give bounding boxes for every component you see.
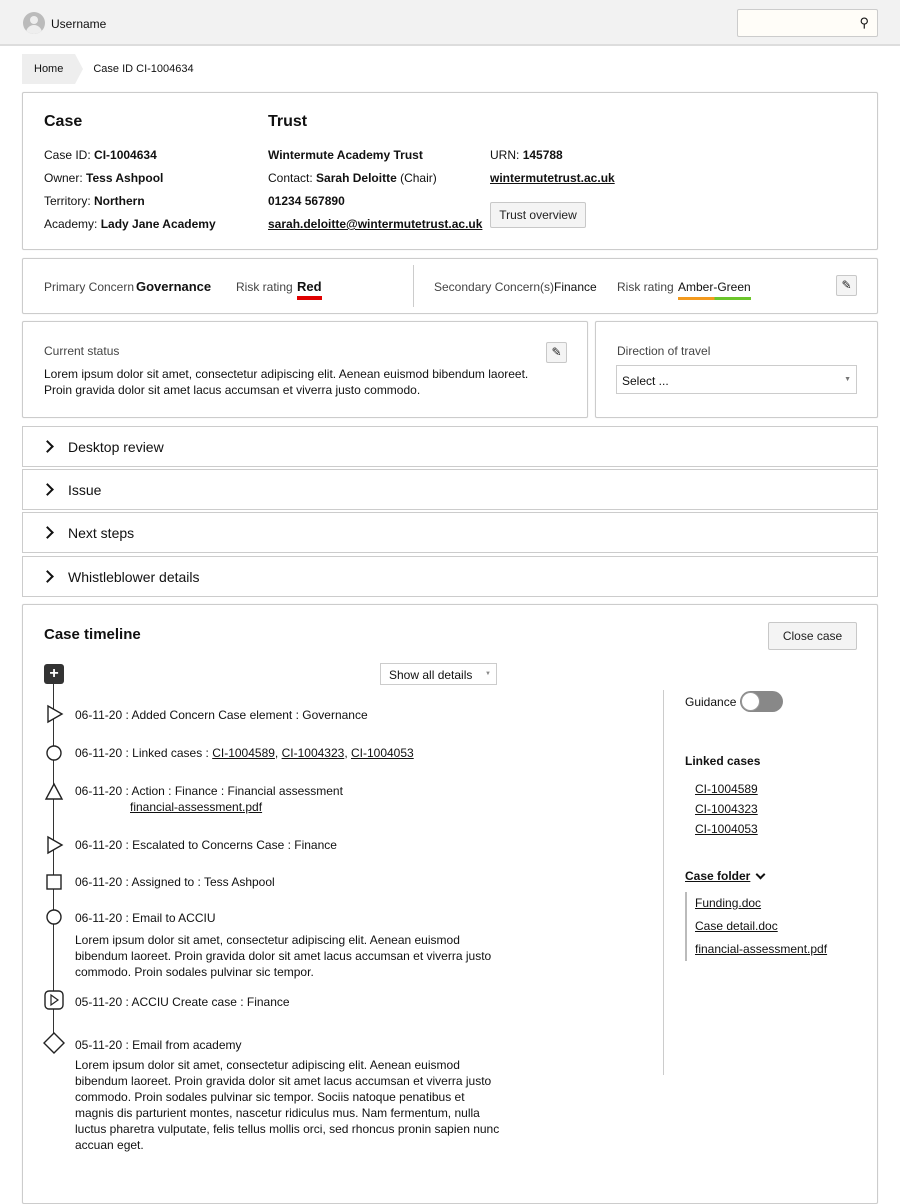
pencil-icon: ✎ [551, 345, 562, 359]
email-link[interactable]: sarah.deloitte@wintermutetrust.ac.uk [268, 217, 483, 231]
circle-icon [47, 910, 61, 924]
timeline-item-body: Lorem ipsum dolor sit amet, consectetur adipiscing elit. Aenean euismod bibendum laoreet. Proin gravida dolor sit amet lacus accumsan et viverra justo commodo. Proin sodales pulvinar sic tempor. [75, 933, 492, 979]
add-timeline-button[interactable]: + [44, 664, 64, 684]
direction-label: Direction of travel [617, 344, 711, 358]
label: URN: [490, 148, 520, 162]
trust-heading: Trust [268, 113, 308, 130]
close-case-button[interactable]: Close case [768, 622, 857, 650]
label: Contact: [268, 171, 313, 185]
primary-risk: Red [297, 279, 322, 300]
triangle-right-icon [48, 837, 62, 853]
chevron-down-icon [756, 869, 766, 879]
current-status-card [22, 321, 588, 418]
timeline-item: 06-11-20 : Assigned to : Tess Ashpool [75, 875, 275, 889]
guidance-label: Guidance [685, 695, 737, 709]
file-link[interactable]: Case detail.doc [695, 919, 778, 933]
academy: Lady Jane Academy [100, 217, 216, 231]
chevron-right-icon [41, 570, 54, 583]
case-folder-toggle[interactable]: Case folder [685, 869, 764, 883]
divider [413, 265, 414, 307]
filter-select[interactable]: Show all details ▼ [380, 663, 497, 685]
search-input[interactable] [737, 9, 878, 37]
owner: Tess Ashpool [86, 171, 164, 185]
website-link[interactable]: wintermutetrust.ac.uk [490, 171, 615, 185]
accordion-desktop-review[interactable]: Desktop review [22, 426, 878, 467]
timeline-heading: Case timeline [44, 626, 141, 643]
linked-case-link[interactable]: CI-1004589 [212, 746, 275, 760]
timeline-markers [42, 700, 66, 1060]
concerns-bar [22, 258, 878, 314]
sidebar-divider [663, 690, 664, 1075]
direction-card [595, 321, 878, 418]
guidance-toggle[interactable] [740, 691, 783, 712]
linked-case-link[interactable]: CI-1004323 [695, 802, 758, 816]
case-summary-card [22, 92, 878, 250]
case-heading: Case [44, 113, 83, 130]
edit-status-button[interactable] [546, 342, 567, 363]
label: Territory: [44, 194, 91, 208]
timeline-item: 06-11-20 : Escalated to Concerns Case : Finance [75, 838, 337, 852]
linked-case-link[interactable]: CI-1004053 [350, 746, 414, 760]
diamond-icon [44, 1033, 64, 1053]
urn: 145788 [522, 148, 563, 162]
file-link[interactable]: financial-assessment.pdf [130, 800, 263, 814]
pencil-icon: ✎ [841, 278, 852, 292]
secondary-concern: Finance [554, 280, 597, 294]
secondary-risk-label: Risk rating [617, 280, 674, 294]
circle-icon [47, 746, 61, 760]
phone: 01234 567890 [268, 194, 345, 208]
file-link[interactable]: financial-assessment.pdf [695, 942, 828, 956]
timeline-item: 05-11-20 : Email from academy Lorem ipsum dolor sit amet, consectetur adipiscing elit. Aenean euismod bibendum laoreet. Proin gravida dolor sit amet lacus accumsan et viverra justo commodo. Proin sodales pulvinar sic tempor. Sociis natoque penatibus et magnis dis parturient montes, nascetur ridiculus mus. Nam fermentum, nulla luctus pharetra vulputate, felis tellus mollis orci, sed rhoncus pronin sapien nunc accuan eget. [75, 1038, 500, 1152]
chevron-right-icon [41, 440, 54, 453]
accordion-next-steps[interactable]: Next steps [22, 512, 878, 553]
trust-overview-button[interactable]: Trust overview [490, 202, 586, 228]
timeline-item: 06-11-20 : Added Concern Case element : Governance [75, 708, 368, 722]
label: Owner: [44, 171, 83, 185]
secondary-concern-label: Secondary Concern(s) [434, 280, 555, 294]
trust-name: Wintermute Academy Trust [268, 148, 423, 162]
triangle-up-icon [46, 784, 62, 799]
chevron-right-icon [41, 526, 54, 539]
triangle-right-icon [48, 706, 62, 722]
breadcrumb [22, 54, 194, 84]
territory: Northern [94, 194, 145, 208]
secondary-risk: Amber-Green [678, 280, 751, 300]
edit-concerns-button[interactable] [836, 275, 857, 296]
linked-case-link[interactable]: CI-1004589 [695, 782, 758, 796]
avatar-icon [23, 12, 45, 34]
timeline-item: 06-11-20 : Linked cases : CI-1004589, CI-1004323, CI-1004053 [75, 746, 414, 760]
accordion-whistleblower[interactable]: Whistleblower details [22, 556, 878, 597]
label: Academy: [44, 217, 98, 231]
file-link[interactable]: Funding.doc [695, 896, 762, 910]
timeline-item-body: Lorem ipsum dolor sit amet, consectetur adipiscing elit. Aenean euismod bibendum laoreet. Proin gravida dolor sit amet lacus accumsan et viverra justo commodo. Proin sodales pulvinar sic tempor. Sociis natoque penatibus et magnis dis parturient montes, nascetur ridiculus mus. Nam fermentum, nulla luctus pharetra vulputate, felis tellus mollis orci, sed rhoncus pronin sapien nunc accuan eget. [75, 1058, 500, 1152]
breadcrumb-current: Case ID CI-1004634 [93, 63, 194, 75]
contact-name: Sarah Deloitte [316, 171, 397, 185]
direction-select[interactable]: Select ... ▼ [616, 365, 857, 394]
primary-concern-label: Primary Concern [44, 280, 135, 294]
timeline-item: 05-11-20 : ACCIU Create case : Finance [75, 995, 290, 1009]
status-text: Lorem ipsum dolor sit amet, consectetur adipiscing elit. Aenean euismod bibendum laoreet. Proin gravida dolor sit amet lacus accumsan et viverra justo commodo. [44, 367, 529, 397]
timeline-item: 06-11-20 : Email to ACCIU Lorem ipsum dolor sit amet, consectetur adipiscing elit. Aenean euismod bibendum laoreet. Proin gravida dolor sit amet lacus accumsan et viverra justo commodo. Proin sodales pulvinar sic tempor. [75, 910, 500, 980]
risk-label: Risk rating [236, 280, 293, 294]
search-icon[interactable]: ⚲ [859, 15, 869, 30]
linked-case-link[interactable]: CI-1004053 [695, 822, 758, 836]
username[interactable]: Username [51, 17, 107, 31]
top-header [0, 0, 900, 46]
linked-cases-heading: Linked cases [685, 754, 761, 768]
label: Case ID: [44, 148, 91, 162]
accordion-issue[interactable]: Issue [22, 469, 878, 510]
status-label: Current status [44, 344, 120, 358]
linked-case-link[interactable]: CI-1004323 [281, 746, 345, 760]
square-icon [47, 875, 61, 889]
case-id: CI-1004634 [94, 148, 157, 162]
primary-concern: Governance [136, 279, 212, 294]
chevron-right-icon [41, 483, 54, 496]
contact-role: (Chair) [400, 171, 437, 185]
breadcrumb-home[interactable]: Home [22, 54, 75, 84]
timeline-item: 06-11-20 : Action : Finance : Financial assessment financial-assessment.pdf [75, 784, 343, 814]
